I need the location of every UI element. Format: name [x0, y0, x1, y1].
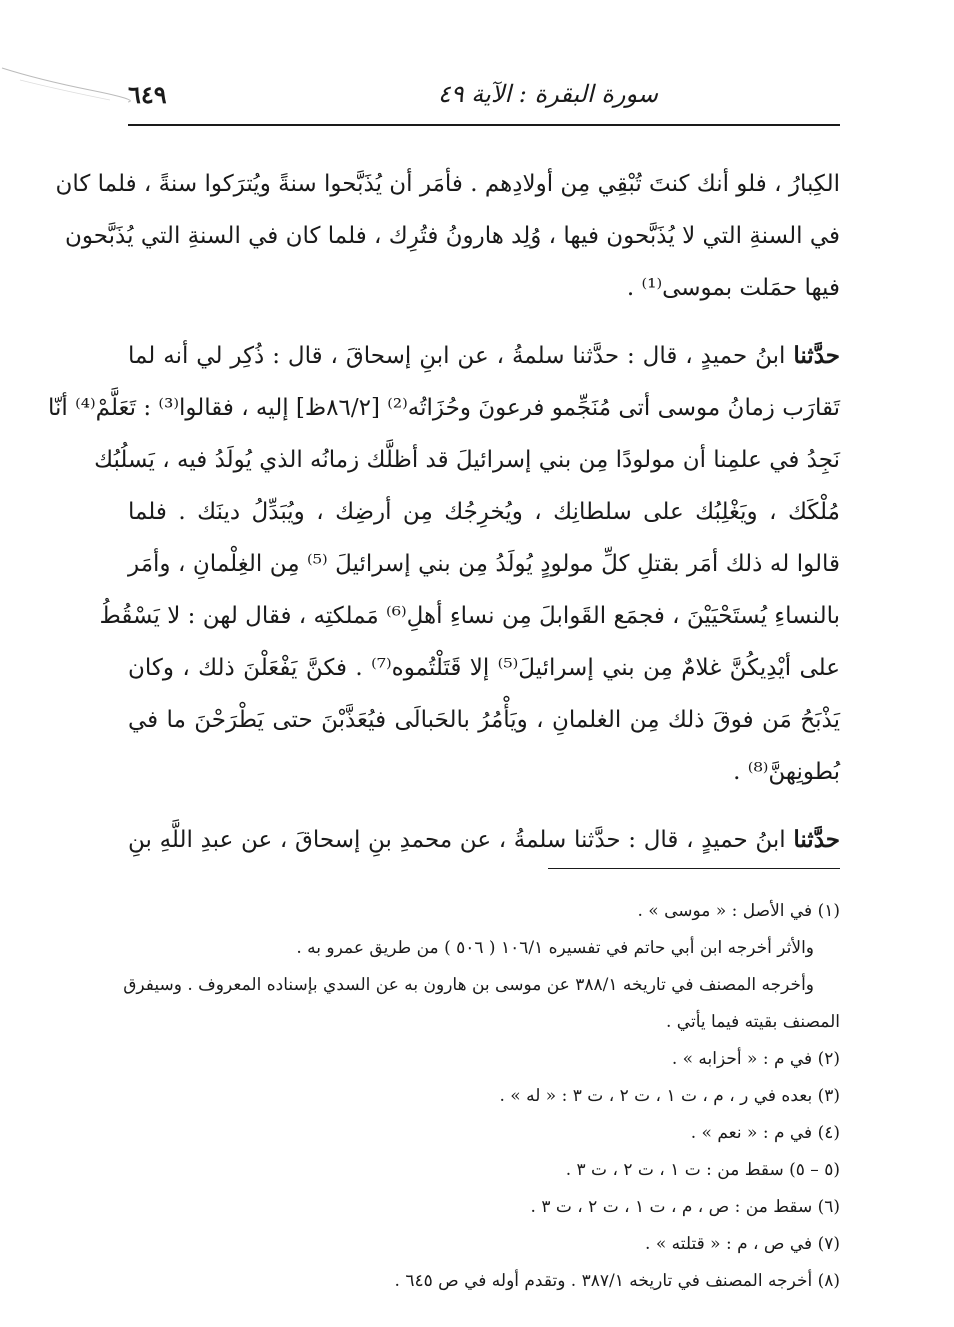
footnote: (١) في الأصل : « موسى » . — [637, 901, 840, 921]
page-number: ٦٤٩ — [128, 80, 167, 109]
text-line: نَجِدُ في علمِنا أن مولودًا مِن بني إسرائيلَ قد أظلَّك زمانُه الذي يُولَدُ فيه ، يَسلُبُك — [94, 447, 840, 473]
paragraph-2 — [47, 330, 840, 798]
scan-artifact — [0, 60, 130, 130]
footnote: (٢) في م : « أحزابه » . — [671, 1049, 840, 1069]
footnote-continuation: المصنف بقيته فيما يأتي . — [665, 1012, 840, 1032]
text-line: قالوا له ذلك أمَر بقتلِ كلِّ مولودٍ يُولَدُ مِن بني إسرائيلَ ⁽⁵⁾ مِن الغِلْمانِ ، وأمَر — [128, 551, 840, 577]
paragraph-1 — [55, 158, 840, 314]
text-line: في السنةِ التي لا يُذَبَّحون فيها ، وُلِد هارونُ فتُرِك ، فلما كان في السنةِ التي يُذَبَّحون — [65, 223, 840, 249]
footnote: (٧) في ص ، م : « قتلته » . — [645, 1234, 840, 1254]
footnote-continuation: والأثر أخرجه ابن أبي حاتم في تفسيره ١٠٦/١ ( ٥٠٦ ) من طريق عمرو به . — [296, 938, 814, 958]
footnote-rule — [548, 868, 840, 869]
text-line: فيها حمَلت بموسى⁽¹⁾ . — [626, 275, 840, 301]
text-line: حدَّثنا ابنُ حميدٍ ، قال : حدَّثنا سلمةُ ، عن محمدِ بنِ إسحاقَ ، عن عبدِ اللَّهِ بنِ — [128, 826, 840, 853]
text-line: تَقارَب زمانُ موسى أتى مُنَجِّمو فرعونَ وحُزَاتُه⁽²⁾ [٨٦/٢ظ] إليه ، فقالوا⁽³⁾ : تَعَلَّمْ⁽⁴⁾ أنّا — [47, 395, 840, 421]
text-line: بالنساءِ يُستَحْيَيْنَ ، فجمَع القَوابلَ مِن نساءِ أهلِ⁽⁶⁾ مَملكتِه ، فقال لهن : لا يَسْقُطُ — [99, 603, 840, 629]
footnote: (٥ – ٥) سقط من : ت ١ ، ت ٢ ، ت ٣ . — [565, 1160, 840, 1180]
footnote: (٤) في م : « نعم » . — [690, 1123, 840, 1143]
main-text — [47, 158, 840, 882]
text-line: على أيْدِيكُنَّ غلامٌ مِن بني إسرائيلَ⁽⁵⁾ إلا قَتَلْتُموه⁽⁷⁾ . فكنَّ يَفْعَلْنَ ذلك ، وكان — [128, 655, 840, 681]
running-header — [128, 76, 838, 120]
text-line: بُطونِهنَّ⁽⁸⁾ . — [733, 759, 840, 785]
lead-word: حدَّثنا — [793, 826, 840, 853]
lead-word: حدَّثنا — [793, 342, 840, 369]
running-header-title: سورة البقرة : الآية ٤٩ — [437, 80, 658, 108]
header-rule — [128, 124, 840, 126]
footnote: (٣) بعده في ر ، م ، ت ١ ، ت ٢ ، ت ٣ : « له » . — [499, 1086, 840, 1106]
footnotes — [123, 893, 840, 1300]
text-line: مُلْكَك ، ويَغْلِبُك على سلطانِك ، ويُخرِجُك مِن أرضِك ، ويُبَدِّلُ دينَك . فلما — [128, 499, 840, 525]
text-line: حدَّثنا ابنُ حميدٍ ، قال : حدَّثنا سلمةُ ، عن ابنِ إسحاقَ ، قال : ذُكِر لي أنه لما — [128, 342, 840, 369]
paragraph-3 — [128, 814, 840, 866]
text-line: يَذْبَحُ مَن فوقَ ذلك مِن الغلمانِ ، ويَأْمُرُ بالحَبالَى فيُعَذَّبْنَ حتى يَطْرَحْنَ ما في — [128, 707, 840, 733]
footnote: (٨) أخرجه المصنف في تاريخه ٣٨٧/١ . وتقدم أوله في ص ٦٤٥ . — [394, 1271, 840, 1291]
text-line: الكِبارُ ، فلو أنك كنتَ تُبْقِي مِن أولادِهم . فأمَر أن يُذَبَّحوا سنةً ويُترَكوا سنةً ، فلما كان — [55, 171, 840, 197]
footnote-continuation: وأخرجه المصنف في تاريخه ٣٨٨/١ عن موسى بن هارون به عن السدي بإسناده المعروف . وسيفرق — [123, 975, 814, 995]
footnote: (٦) سقط من : ص ، م ، ت ١ ، ت ٢ ، ت ٣ . — [530, 1197, 840, 1217]
